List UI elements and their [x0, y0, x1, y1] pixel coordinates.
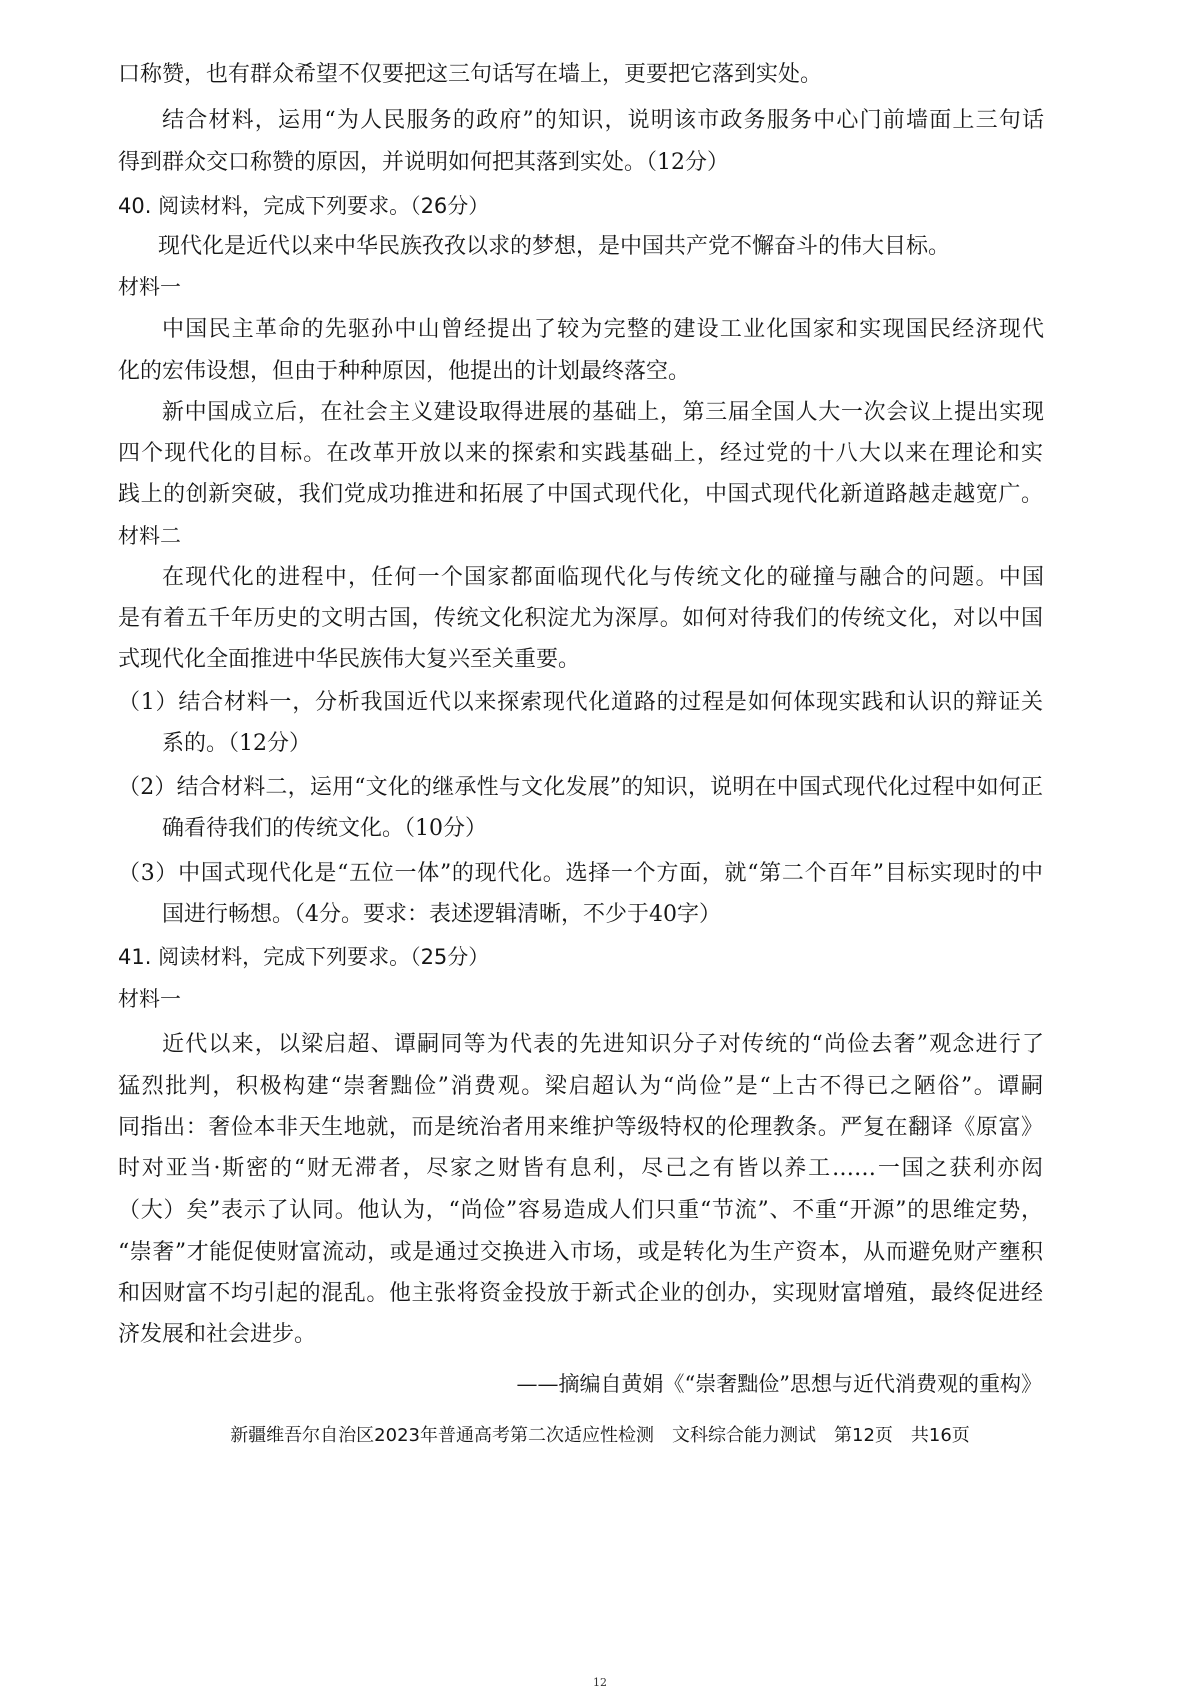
- question-39-prompt: 结合材料，运用“为人民服务的政府”的知识，说明该市政务服务中心门前墙面上三句话: [162, 108, 1044, 133]
- text-line: [118, 1154, 1043, 1184]
- text-line: [118, 1072, 1043, 1102]
- paragraph-continuation: 口称赞，也有群众希望不仅要把这三句话写在墙上，更要把它落到实处。: [118, 62, 823, 87]
- text-line: [118, 480, 1043, 510]
- text-line: [118, 1279, 1043, 1309]
- text-line: [162, 106, 1044, 136]
- source-citation: ——摘编自黄娟《“崇奢黜俭”思想与近代消费观的重构》: [516, 1372, 1042, 1396]
- material-1-text: 四个现代化的目标。在改革开放以来的探索和实践基础上，经过党的十八大以来在理论和实: [118, 441, 1043, 466]
- material-1-heading: 材料一: [118, 275, 181, 299]
- text-line: [118, 688, 1043, 718]
- text-line: [162, 563, 1044, 593]
- text-line: [118, 859, 1043, 889]
- page-number: 12: [593, 1676, 607, 1689]
- text-line: [118, 1320, 316, 1350]
- text-line: [118, 1238, 1043, 1268]
- material-1-text: 中国民主革命的先驱孙中山曾经提出了较为完整的建设工业化国家和实现国民经济现代: [162, 317, 1044, 342]
- question-40-3: （3）中国式现代化是“五位一体”的现代化。选择一个方面，就“第二个百年”目标实现时的中: [118, 861, 1043, 886]
- q41-material-1-text: “崇奢”才能促使财富流动，或是通过交换进入市场，或是转化为生产资本，从而避免财产壅积: [118, 1240, 1043, 1265]
- text-line: [118, 645, 580, 675]
- material-2-heading: 材料二: [118, 524, 181, 548]
- question-40-3-cont: 国进行畅想。（4分。要求：表述逻辑清晰，不少于40字）: [162, 902, 721, 927]
- material-1-text: 化的宏伟设想，但由于种种原因，他提出的计划最终落空。: [118, 359, 691, 384]
- page-footer: 新疆维吾尔自治区2023年普通高考第二次适应性检测 文科综合能力测试 第12页 共16页: [230, 1425, 970, 1446]
- question-39-prompt-cont: 得到群众交口称赞的原因，并说明如何把其落到实处。（12分）: [118, 150, 729, 175]
- text-line: [162, 814, 487, 844]
- text-line: [158, 232, 950, 262]
- text-line: [118, 357, 690, 387]
- text-line: [162, 315, 1044, 345]
- material-1-text: 践上的创新突破，我们党成功推进和拓展了中国式现代化，中国式现代化新道路越走越宽广。: [118, 482, 1043, 507]
- q41-material-1-text: （大）矣”表示了认同。他认为，“尚俭”容易造成人们只重“节流”、不重“开源”的思维定势，: [118, 1198, 1043, 1223]
- text-line: [118, 604, 1043, 634]
- material-1-heading: 材料一: [118, 987, 181, 1011]
- text-line: [118, 148, 729, 178]
- text-line: [162, 1030, 1044, 1060]
- q41-material-1-text: 同指出：奢俭本非天生地就，而是统治者用来维护等级特权的伦理教条。严复在翻译《原富》: [118, 1115, 1043, 1140]
- question-40-2: （2）结合材料二，运用“文化的继承性与文化发展”的知识，说明在中国式现代化过程中如何正: [118, 775, 1043, 800]
- q41-material-1-text: 猛烈批判，积极构建“崇奢黜俭”消费观。梁启超认为“尚俭”是“上古不得已之陋俗”。谭嗣: [118, 1074, 1043, 1099]
- material-1-text: 新中国成立后，在社会主义建设取得进展的基础上，第三届全国人大一次会议上提出实现: [162, 400, 1044, 425]
- text-line: [118, 1113, 1043, 1143]
- question-40-heading: 40. 阅读材料，完成下列要求。（26分）: [118, 194, 490, 218]
- material-2-text: 在现代化的进程中，任何一个国家都面临现代化与传统文化的碰撞与融合的问题。中国: [162, 565, 1044, 590]
- question-40-intro: 现代化是近代以来中华民族孜孜以求的梦想，是中国共产党不懈奋斗的伟大目标。: [158, 234, 951, 259]
- q41-material-1-text: 近代以来，以梁启超、谭嗣同等为代表的先进知识分子对传统的“尚俭去奢”观念进行了: [162, 1032, 1044, 1057]
- material-2-text: 是有着五千年历史的文明古国，传统文化积淀尤为深厚。如何对待我们的传统文化，对以中国: [118, 606, 1043, 631]
- text-line: [118, 60, 822, 90]
- material-2-text: 式现代化全面推进中华民族伟大复兴至关重要。: [118, 647, 581, 672]
- text-line: [118, 773, 1043, 803]
- question-40-2-cont: 确看待我们的传统文化。（10分）: [162, 816, 487, 841]
- q41-material-1-text: 济发展和社会进步。: [118, 1322, 317, 1347]
- text-line: [118, 439, 1043, 469]
- q41-material-1-text: 时对亚当·斯密的“财无滞者，尽家之财皆有息利，尽己之有皆以养工……一国之获利亦闳: [118, 1156, 1043, 1181]
- text-line: [162, 900, 721, 930]
- q41-material-1-text: 和因财富不均引起的混乱。他主张将资金投放于新式企业的创办，实现财富增殖，最终促进经: [118, 1281, 1043, 1306]
- question-40-1: （1）结合材料一，分析我国近代以来探索现代化道路的过程是如何体现实践和认识的辩证关: [118, 690, 1043, 715]
- question-41-heading: 41. 阅读材料，完成下列要求。（25分）: [118, 945, 490, 969]
- text-line: [162, 729, 311, 759]
- text-line: [162, 398, 1044, 428]
- question-40-1-cont: 系的。（12分）: [162, 731, 311, 756]
- text-line: [118, 1196, 1043, 1226]
